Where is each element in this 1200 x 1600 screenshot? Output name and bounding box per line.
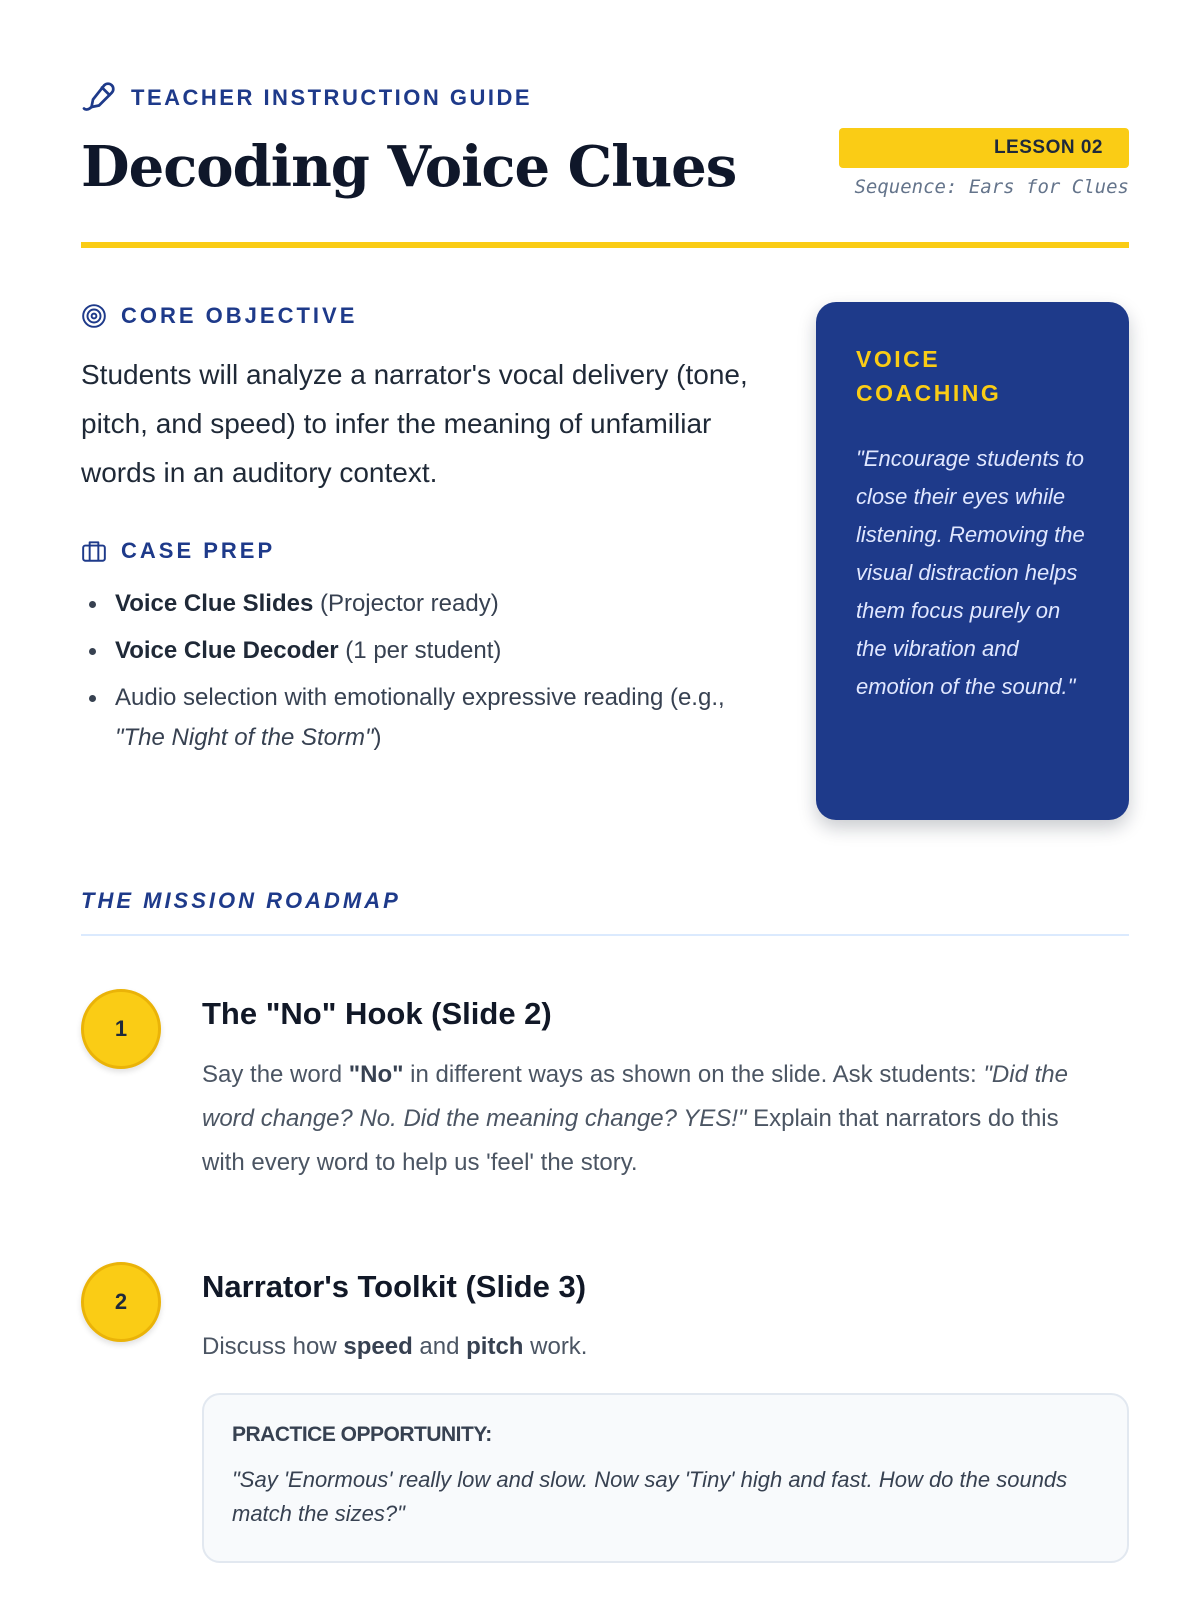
objective-label: CORE OBJECTIVE <box>121 303 358 328</box>
step-number: 1 <box>81 989 161 1069</box>
step-text-italic: "Did the word change? No. Did the meaning change? YES!" <box>202 1061 1068 1132</box>
prep-item-bold: Voice Clue Decoder <box>115 637 339 664</box>
pen-nib-icon <box>81 80 117 116</box>
step-text: Say the word <box>202 1061 349 1088</box>
briefcase-icon <box>81 538 107 564</box>
prep-item-text: Audio selection with emotionally expressive reading (e.g., <box>115 684 725 711</box>
prep-item-end: ) <box>373 724 382 751</box>
objective-text: Students will analyze a narrator's vocal delivery (tone, pitch, and speed) to infer the meaning of unfamiliar words in an auditory context. <box>81 359 748 488</box>
voice-coaching-card <box>816 302 1129 820</box>
coaching-quote: "Encourage students to close their eyes while listening. Removing the visual distraction helps them focus purely on the vibration and emotion of the sound." <box>856 446 1085 699</box>
sequence-label: Sequence: Ears for Clues <box>854 176 1129 198</box>
coaching-title: VOICE COACHING <box>856 346 1002 406</box>
prep-item-title: "The Night of the Storm" <box>115 724 374 751</box>
prep-item-text: (Projector ready) <box>313 590 499 617</box>
step-text: Explain that narrators do this with every word to help us 'feel' the story. <box>202 1105 1059 1176</box>
prep-list <box>81 584 781 765</box>
step-text: and <box>412 1333 467 1360</box>
step-text-bold: speed <box>343 1333 413 1360</box>
step-title: Narrator's Toolkit (Slide 3) <box>202 1269 587 1304</box>
eyebrow <box>81 80 532 116</box>
target-icon <box>81 303 107 329</box>
step-text-bold: pitch <box>466 1333 524 1360</box>
lesson-badge: LESSON 02 <box>839 128 1129 168</box>
objective-heading <box>81 303 357 329</box>
step-title: The "No" Hook (Slide 2) <box>202 996 552 1031</box>
page-title: Decoding Voice Clues <box>81 134 737 200</box>
step-text: in different ways as shown on the slide. Ask students: <box>403 1061 984 1088</box>
prep-item-bold: Voice Clue Slides <box>115 590 314 617</box>
step-body <box>202 1325 1102 1369</box>
step-text: work. <box>523 1333 588 1360</box>
roadmap-divider <box>81 934 1129 936</box>
practice-label: PRACTICE OPPORTUNITY: <box>232 1423 492 1446</box>
prep-label: CASE PREP <box>121 538 276 563</box>
prep-item <box>81 631 781 671</box>
step-number: 2 <box>81 1262 161 1342</box>
prep-heading <box>81 538 275 564</box>
prep-item <box>81 584 781 624</box>
roadmap-heading: THE MISSION ROADMAP <box>81 888 401 913</box>
step-text: Discuss how <box>202 1333 344 1360</box>
step-text-bold: "No" <box>348 1061 404 1088</box>
practice-opportunity-box <box>202 1393 1129 1563</box>
step-body <box>202 1053 1102 1185</box>
prep-item-text: (1 per student) <box>338 637 502 664</box>
header-divider <box>81 242 1129 248</box>
prep-item <box>81 678 781 758</box>
practice-text: "Say 'Enormous' really low and slow. Now say 'Tiny' high and fast. How do the sounds match the sizes?" <box>232 1467 1068 1526</box>
eyebrow-label: TEACHER INSTRUCTION GUIDE <box>131 85 533 110</box>
